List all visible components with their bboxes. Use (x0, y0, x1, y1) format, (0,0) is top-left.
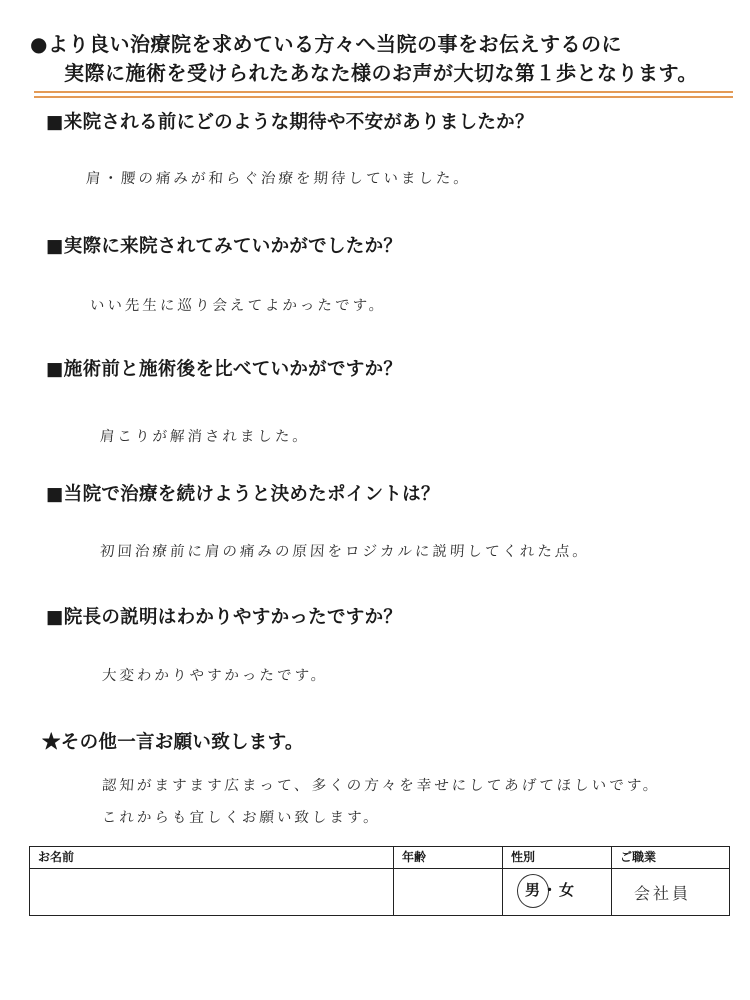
question-4-answer: 初回治療前に肩の痛みの原因をロジカルに説明してくれた点。 (99, 544, 591, 560)
age-field[interactable] (394, 869, 503, 916)
other-comments-answer-line-2: これからも宜しくお願い致します。 (101, 810, 382, 826)
question-2-answer: いい先生に巡り会えてよかったです。 (89, 298, 387, 314)
question-5-label: ■院長の説明はわかりやすかったですか？ (46, 607, 403, 628)
gender-options: 男・女 (525, 881, 577, 899)
question-1-answer: 肩・腰の痛みが和らぐ治療を期待していました。 (85, 171, 472, 187)
question-4-label: ■当院で治療を続けようと決めたポイントは？ (46, 484, 440, 505)
header-divider-bottom (34, 96, 733, 98)
name-header: お名前 (30, 847, 394, 869)
gender-field[interactable] (503, 869, 612, 916)
gender-header: 性別 (503, 847, 612, 869)
question-5-answer: 大変わかりやすかったです。 (101, 668, 329, 684)
survey-header (30, 30, 730, 88)
occupation-header: ご職業 (612, 847, 730, 869)
header-line-1: ●より良い治療院を求めている方々へ当院の事をお伝えするのに (30, 32, 622, 56)
question-1-label: ■来院される前にどのような期待や不安がありましたか？ (46, 112, 534, 133)
respondent-info-table (29, 846, 730, 916)
question-2-label: ■実際に来院されてみていかがでしたか？ (46, 236, 403, 257)
header-line-2: 実際に施術を受けられたあなた様のお声が大切な第１歩となります。 (64, 61, 698, 85)
name-field[interactable] (30, 869, 394, 916)
other-comments-label: ★その他一言お願い致します。 (42, 732, 304, 753)
occupation-field[interactable] (612, 869, 730, 916)
question-3-label: ■施術前と施術後を比べていかがですか？ (46, 359, 403, 380)
occupation-value: 会社員 (634, 884, 692, 903)
age-header: 年齢 (394, 847, 503, 869)
question-3-answer: 肩こりが解消されました。 (99, 429, 311, 445)
header-divider-top (34, 91, 733, 93)
other-comments-answer-line-1: 認知がますます広まって、多くの方々を幸せにしてあげてほしいです。 (101, 778, 662, 794)
